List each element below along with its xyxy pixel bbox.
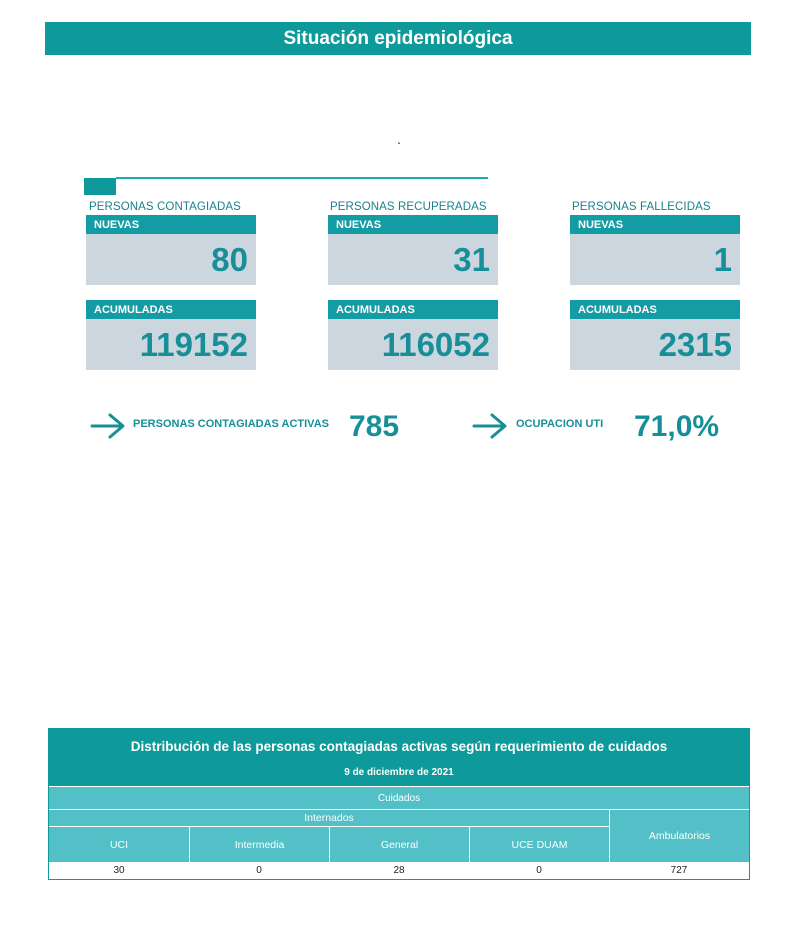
cell-ambulatorios: 727 <box>670 865 688 876</box>
acumuladas-header: ACUMULADAS <box>570 300 740 319</box>
cell-uce-duam: 0 <box>536 865 542 876</box>
cell-general: 28 <box>393 865 405 876</box>
cell-intermedia: 0 <box>256 865 262 876</box>
kpi-value-uti: 71,0% <box>634 410 720 443</box>
table-title: Distribución de las personas contagiadas activas según requerimiento de cuidados <box>130 739 668 754</box>
internados-header: Internados <box>49 810 609 827</box>
acumuladas-value: 116052 <box>328 319 498 370</box>
arrow-right-icon <box>472 412 508 440</box>
column-header-uci: UCI <box>109 838 129 851</box>
nuevas-value: 80 <box>86 234 256 285</box>
cell-uci: 30 <box>113 865 125 876</box>
column-header-uce-duam: UCE DUAM <box>469 827 609 862</box>
acumuladas-value: 119152 <box>86 319 256 370</box>
table-date: 9 de diciembre de 2021 <box>344 767 454 778</box>
page-banner <box>45 22 751 55</box>
nuevas-value: 31 <box>328 234 498 285</box>
arrow-right-icon <box>90 412 126 440</box>
nuevas-header: NUEVAS <box>570 215 740 234</box>
column-headers <box>49 809 749 862</box>
group-label-fallecidas: PERSONAS FALLECIDAS <box>572 201 711 213</box>
ambulatorios-header: Ambulatorios <box>609 810 749 862</box>
decor-line <box>116 177 488 179</box>
care-distribution-table <box>48 728 750 880</box>
page-title: Situación epidemiológica <box>283 27 513 49</box>
nuevas-header: NUEVAS <box>86 215 256 234</box>
group-label-contagiadas: PERSONAS CONTAGIADAS <box>89 201 241 213</box>
kpi-value-activas: 785 <box>349 410 400 443</box>
dot-mark: . <box>397 131 401 147</box>
acumuladas-header: ACUMULADAS <box>86 300 256 319</box>
group-label-recuperadas: PERSONAS RECUPERADAS <box>330 201 487 213</box>
nuevas-value: 1 <box>570 234 740 285</box>
kpi-label-uti: OCUPACION UTI <box>516 418 604 430</box>
cuidados-header: Cuidados <box>49 786 749 809</box>
nuevas-header: NUEVAS <box>328 215 498 234</box>
table-row <box>49 862 749 879</box>
column-header-general: General <box>329 827 469 862</box>
acumuladas-value: 2315 <box>570 319 740 370</box>
decor-tab <box>84 178 116 195</box>
acumuladas-header: ACUMULADAS <box>328 300 498 319</box>
kpi-label-activas: PERSONAS CONTAGIADAS ACTIVAS <box>133 418 329 430</box>
table-header <box>49 729 749 786</box>
column-header-intermedia: Intermedia <box>189 827 329 862</box>
